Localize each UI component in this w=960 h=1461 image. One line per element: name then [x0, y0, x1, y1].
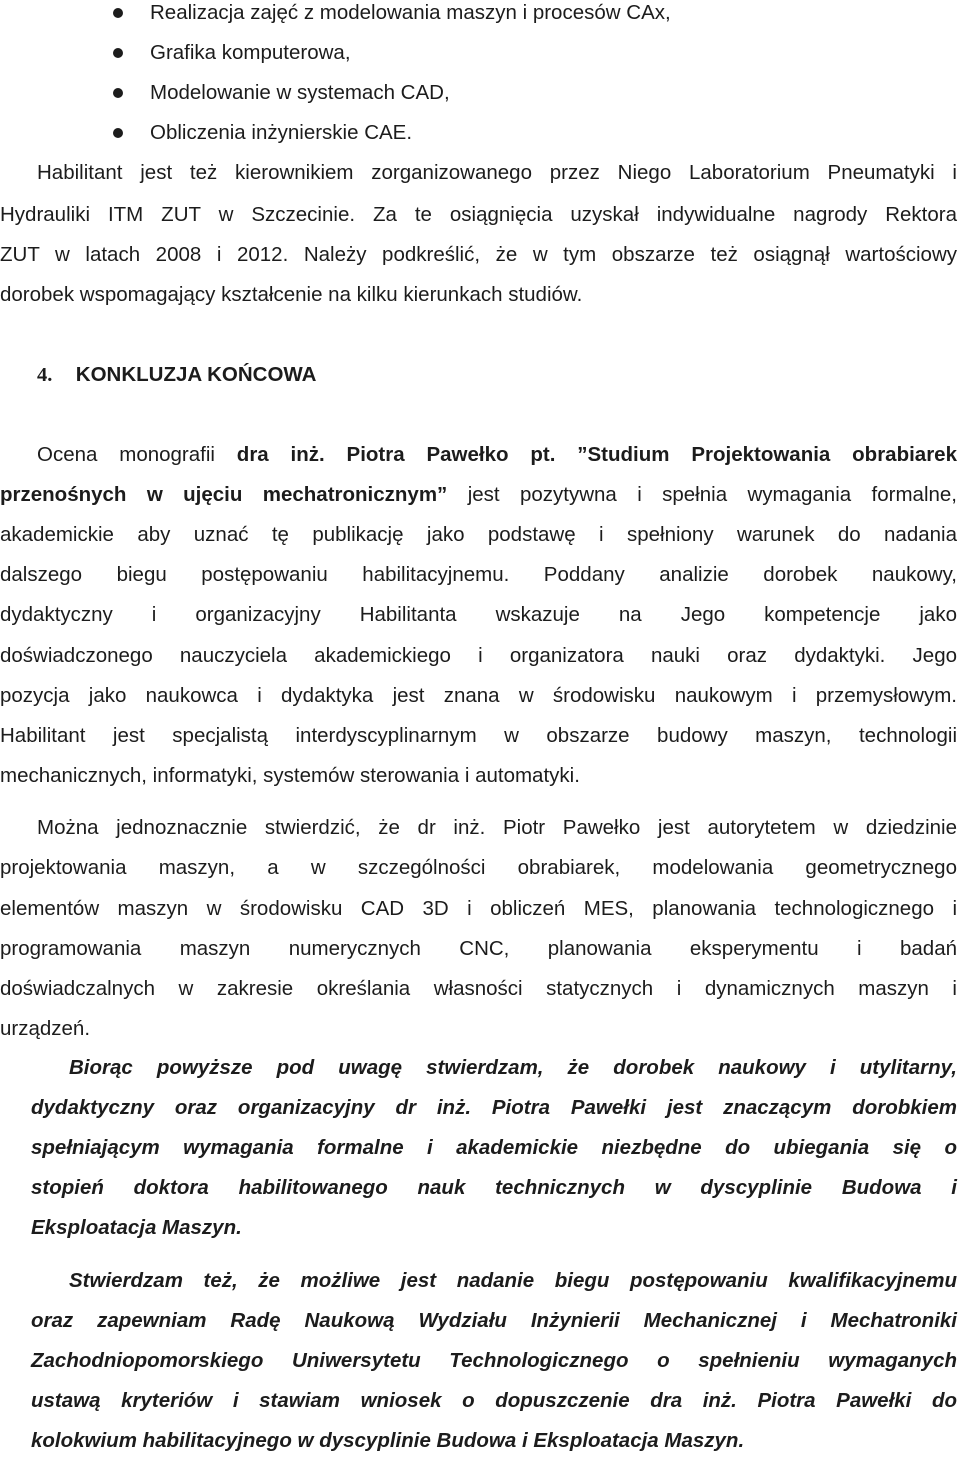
monograph-title: dra inż. Piotra Pawełko pt. ”Studium Projektowania obrabiarek	[236, 443, 957, 466]
bullet-dot-icon	[113, 88, 123, 98]
text-line: Eksploatacja Maszyn.	[31, 1216, 242, 1239]
text-line: Habilitant jest specjalistą interdyscyplinarnym w obszarze budowy maszyn, technologii	[0, 724, 957, 747]
text-line: Stwierdzam też, że możliwe jest nadanie biegu postępowaniu kwalifikacyjnemu	[69, 1269, 957, 1292]
text-line: mechanicznych, informatyki, systemów sterowania i automatyki.	[0, 764, 580, 787]
text-line: Zachodniopomorskiego Uniwersytetu Technologicznego o spełnieniu wymaganych	[31, 1349, 957, 1372]
text-line: projektowania maszyn, a w szczególności obrabiarek, modelowania geometrycznego	[0, 856, 957, 879]
text-line: Można jednoznacznie stwierdzić, że dr inż. Piotr Pawełko jest autorytetem w dziedzinie	[37, 816, 957, 839]
text-line: ZUT w latach 2008 i 2012. Należy podkreślić, że w tym obszarze też osiągnął wartościowy	[0, 243, 957, 266]
section-title: KONKLUZJA KOŃCOWA	[75, 363, 317, 386]
text-line: akademickie aby uznać tę publikację jako podstawę i spełniony warunek do nadania	[0, 523, 957, 546]
text-span: jest pozytywna i spełnia wymagania formalne,	[447, 483, 957, 506]
text-line: kolokwium habilitacyjnego w dyscyplinie Budowa i Eksploatacja Maszyn.	[31, 1429, 745, 1452]
text-line: oraz zapewniam Radę Naukową Wydziału Inżynierii Mechanicznej i Mechatroniki	[31, 1309, 957, 1332]
list-item: Grafika komputerowa,	[150, 41, 351, 64]
text-line: dorobek wspomagający kształcenie na kilku kierunkach studiów.	[0, 283, 583, 306]
text-line	[0, 475, 957, 515]
text-line: elementów maszyn w środowisku CAD 3D i obliczeń MES, planowania technologicznego i	[0, 897, 957, 920]
text-span: Ocena monografii	[37, 443, 237, 466]
text-line: Habilitant jest też kierownikiem zorganizowanego przez Niego Laboratorium Pneumatyki i	[37, 161, 957, 184]
text-line: pozycja jako naukowca i dydaktyka jest znana w środowisku naukowym i przemysłowym.	[0, 684, 957, 707]
text-line: dydaktyczny i organizacyjny Habilitanta wskazuje na Jego kompetencje jako	[0, 603, 957, 626]
text-line: dydaktyczny oraz organizacyjny dr inż. Piotra Pawełki jest znaczącym dorobkiem	[31, 1096, 957, 1119]
text-line	[37, 435, 957, 475]
text-line: stopień doktora habilitowanego nauk technicznych w dyscyplinie Budowa i	[31, 1176, 957, 1199]
list-item: Obliczenia inżynierskie CAE.	[150, 121, 413, 144]
text-line: ustawą kryteriów i stawiam wniosek o dopuszczenie dra inż. Piotra Pawełki do	[31, 1389, 957, 1412]
text-line: programowania maszyn numerycznych CNC, planowania eksperymentu i badań	[0, 937, 957, 960]
bullet-dot-icon	[113, 8, 123, 18]
text-line: urządzeń.	[0, 1017, 91, 1040]
text-line: dalszego biegu postępowaniu habilitacyjnemu. Poddany analizie dorobek naukowy,	[0, 563, 957, 586]
section-heading	[37, 355, 637, 395]
text-line: Biorąc powyższe pod uwagę stwierdzam, że dorobek naukowy i utylitarny,	[69, 1056, 957, 1079]
text-line: spełniającym wymagania formalne i akademickie niezbędne do ubiegania się o	[31, 1136, 957, 1159]
bullet-dot-icon	[113, 128, 123, 138]
bullet-dot-icon	[113, 48, 123, 58]
text-line: doświadczalnych w zakresie określania własności statycznych i dynamicznych maszyn i	[0, 977, 957, 1000]
list-item: Realizacja zajęć z modelowania maszyn i procesów CAx,	[150, 1, 671, 24]
section-number: 4.	[37, 364, 53, 386]
list-item: Modelowanie w systemach CAD,	[150, 81, 450, 104]
monograph-title-end: przenośnych w ujęciu mechatronicznym”	[0, 483, 448, 506]
text-line: Hydrauliki ITM ZUT w Szczecinie. Za te osiągnięcia uzyskał indywidualne nagrody Rektora	[0, 203, 957, 226]
text-line: doświadczonego nauczyciela akademickiego i organizatora nauki oraz dydaktyki. Jego	[0, 644, 957, 667]
